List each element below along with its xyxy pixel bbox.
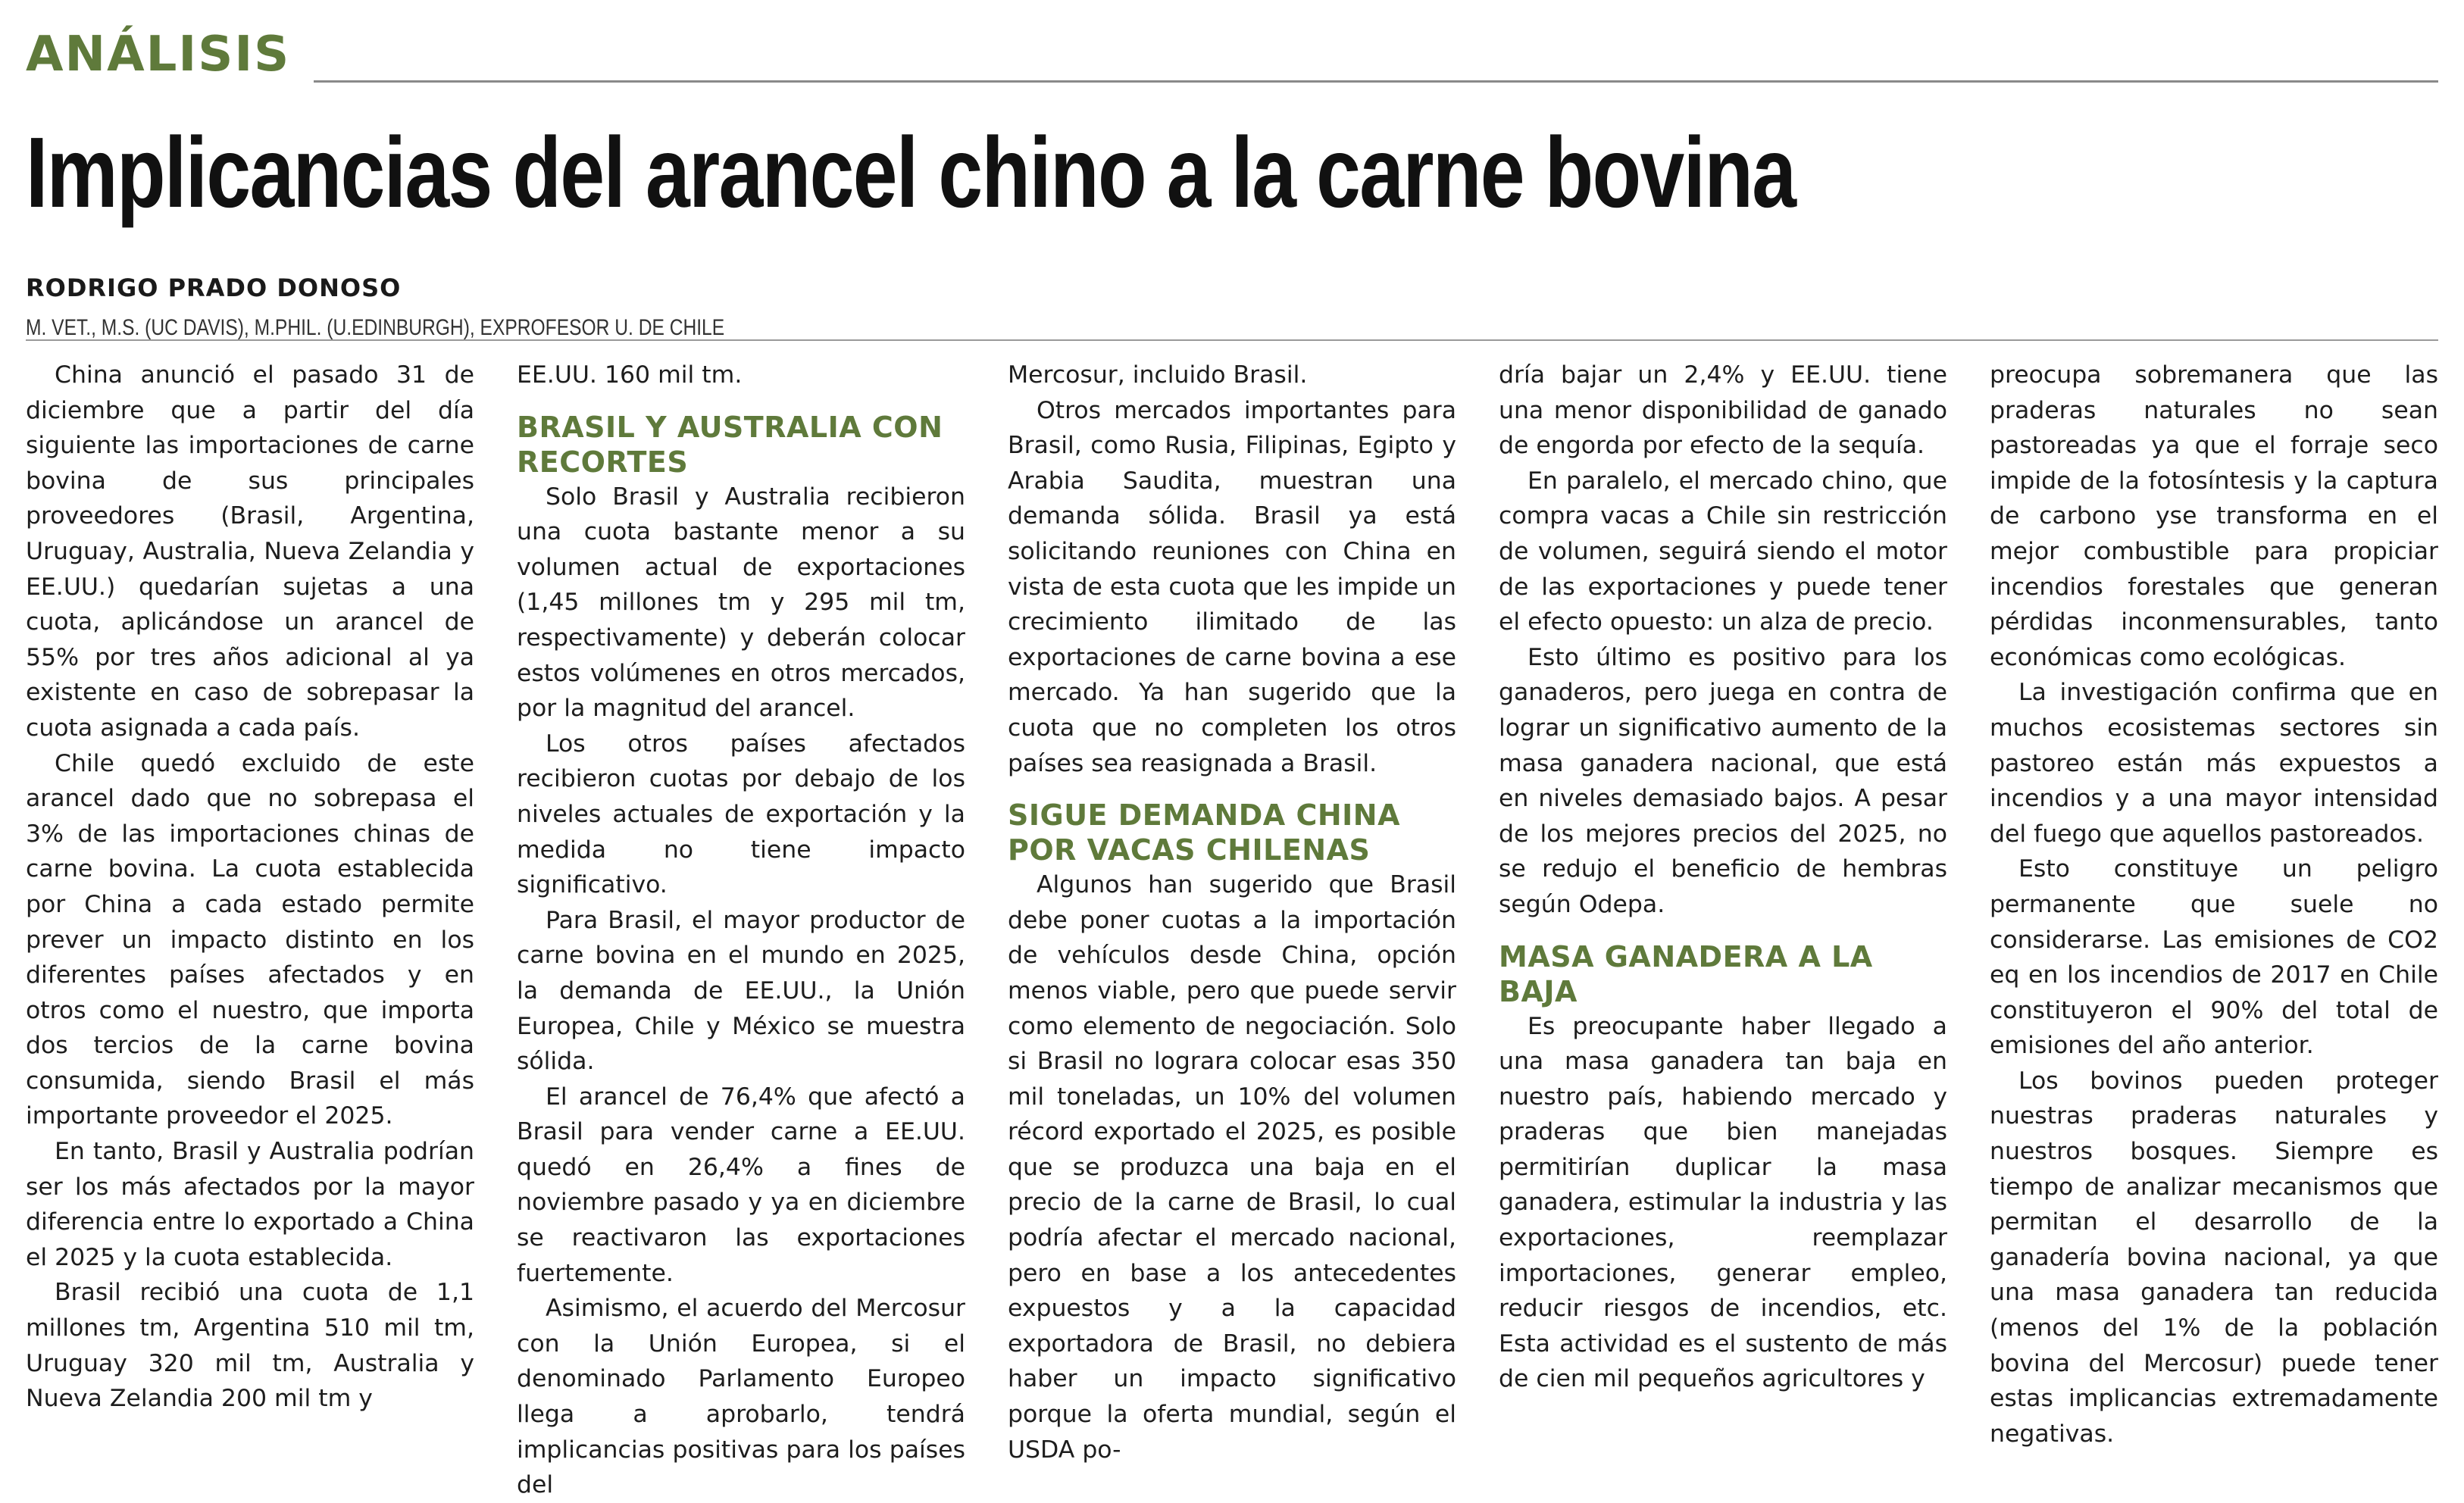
paragraph: dría bajar un 2,4% y EE.UU. tiene una menor disponibilidad de ganado de engorda por efecto de la sequía.	[1499, 361, 1947, 460]
section-header	[26, 23, 2438, 91]
subheading: SIGUE DEMANDA CHINA POR VACAS CHILENAS	[1008, 798, 1400, 867]
byline-divider	[26, 339, 2438, 341]
byline	[26, 273, 878, 340]
paragraph: preocupa sobremanera que las praderas naturales no sean pastoreadas ya que el forraje seco impide de la fotosíntesis y la captura de carbono yse transforma en el mejor combustible para propiciar incendios forestales que generan pérdidas inconmensurables, tanto económicas como ecológicas.	[1990, 361, 2438, 671]
author-name: RODRIGO PRADO DONOSO	[26, 273, 402, 302]
section-divider	[314, 80, 2438, 83]
paragraph: Los bovinos pueden proteger nuestras praderas naturales y nuestros bosques. Siempre es tiempo de analizar mecanismos que permitan el desarrollo de la ganadería bovina nacional, ya que una masa ganadera tan reducida (menos del 1% de la población bovina del Mercosur) puede tener estas implicancias extremadamente negativas.	[1990, 1067, 2438, 1448]
paragraph: Solo Brasil y Australia recibieron una cuota bastante menor a su volumen actual de exportaciones (1,45 millones tm y 295 mil tm, respectivamente) y deberán colocar estos volúmenes en otros mercados, por la magnitud del arancel.	[517, 483, 965, 723]
paragraph: Esto último es positivo para los ganaderos, pero juega en contra de lograr un significativo aumento de la masa ganadera nacional, que está en niveles demasiado bajos. A pesar de los mejores precios del 2025, no se redujo el beneficio de hembras según Odepa.	[1499, 643, 1947, 918]
paragraph: Los otros países afectados recibieron cuotas por debajo de los niveles actuales de exportación y la medida no tiene impacto significativo.	[517, 730, 965, 899]
paragraph: Para Brasil, el mayor productor de carne bovina en el mundo en 2025, la demanda de EE.UU., la Unión Europea, Chile y México se muestra sólida.	[517, 906, 965, 1076]
paragraph: En paralelo, el mercado chino, que compra vacas a Chile sin restricción de volumen, seguirá siendo el motor de las exportaciones y puede tener el efecto opuesto: un alza de precio.	[1499, 467, 1947, 636]
paragraph: Chile quedó excluido de este arancel dado que no sobrepasa el 3% de las importaciones chinas de carne bovina. La cuota establecida por China a cada estado permite prever un impacto distinto en los diferentes países afectados y en otros como el nuestro, que importa dos tercios de la carne bovina consumida, siendo Brasil el más importante proveedor el 2025.	[26, 749, 474, 1130]
paragraph: Asimismo, el acuerdo del Mercosur con la Unión Europea, si el denominado Parlamento Europeo llega a aprobarlo, tendrá implicancias positivas para los países del	[517, 1295, 965, 1499]
article-body	[26, 358, 2438, 1499]
paragraph: Brasil recibió una cuota de 1,1 millones tm, Argentina 510 mil tm, Uruguay 320 mil tm, Australia y Nueva Zelandia 200 mil tm y	[26, 1279, 474, 1413]
paragraph: La investigación confirma que en muchos ecosistemas sectores sin pastoreo están más expuestos a incendios y a una mayor intensidad del fuego que aquellos pastoreados.	[1990, 679, 2438, 848]
article-headline: Implicancias del arancel chino a la carne bovina	[26, 117, 1796, 228]
section-label: ANÁLISIS	[26, 27, 291, 83]
paragraph: EE.UU. 160 mil tm.	[517, 361, 743, 389]
paragraph: China anunció el pasado 31 de diciembre que a partir del día siguiente las importaciones de carne bovina de sus principales proveedores (Brasil, Argentina, Uruguay, Australia, Nueva Zelandia y EE.UU.) quedarían sujetas a una cuota, aplicándose un arancel de 55% por tres años adicional al ya existente en caso de sobrepasar la cuota asignada a cada país.	[26, 361, 474, 742]
paragraph: Esto constituye un peligro permanente que suele no considerarse. Las emisiones de CO2 eq en los incendios de 2017 en Chile constituyeron el 90% del total de emisiones del año anterior.	[1990, 855, 2438, 1060]
paragraph: El arancel de 76,4% que afectó a Brasil para vender carne a EE.UU. quedó en 26,4% a fines de noviembre pasado y ya en diciembre se reactivaron las exportaciones fuertemente.	[517, 1083, 965, 1287]
text-column-1	[26, 358, 474, 1471]
subheading: BRASIL Y AUSTRALIA CON RECORTES	[517, 410, 943, 479]
paragraph: Otros mercados importantes para Brasil, como Rusia, Filipinas, Egipto y Arabia Saudita, muestran una demanda sólida. Brasil ya está solicitando reuniones con China en vista de esta cuota que les impide un crecimiento ilimitado de las exportaciones de carne bovina a ese mercado. Ya han sugerido que la cuota que no completen los otros países sea reasignada a Brasil.	[1008, 396, 1456, 777]
article-page	[26, 23, 2438, 1499]
author-credentials: M. VET., M.S. (UC DAVIS), M.PHIL. (U.EDINBURGH), EXPROFESOR U. DE CHILE	[26, 315, 725, 340]
paragraph: Es preocupante haber llegado a una masa ganadera tan baja en nuestro país, habiendo mercado y praderas que bien manejadas permitirían duplicar la masa ganadera, estimular la industria y las exportaciones, reemplazar importaciones, generar empleo, reducir riesgos de incendios, etc. Esta actividad es el sustento de más de cien mil pequeños agricultores y	[1499, 1012, 1947, 1393]
text-column-3	[1008, 358, 1456, 1471]
paragraph: Mercosur, incluido Brasil.	[1008, 361, 1308, 389]
paragraph: Algunos han sugerido que Brasil debe poner cuotas a la importación de vehículos desde China, opción menos viable, pero que puede servir como elemento de negociación. Solo si Brasil no lograra colocar esas 350 mil toneladas, un 10% del volumen récord exportado el 2025, es posible que se produzca una baja en el precio de la carne de Brasil, lo cual podría afectar el mercado nacional, pero en base a los antecedentes expuestos y a la capacidad exportadora de Brasil, no debiera haber un impacto significativo porque la oferta mundial, según el USDA po-	[1008, 871, 1456, 1464]
text-column-4	[1499, 358, 1947, 1471]
paragraph: En tanto, Brasil y Australia podrían ser los más afectados por la mayor diferencia entre lo exportado a China el 2025 y la cuota establecida.	[26, 1138, 474, 1271]
subheading: MASA GANADERA A LA BAJA	[1499, 939, 1873, 1008]
text-column-5	[1990, 358, 2438, 1471]
text-column-2	[517, 358, 965, 1499]
